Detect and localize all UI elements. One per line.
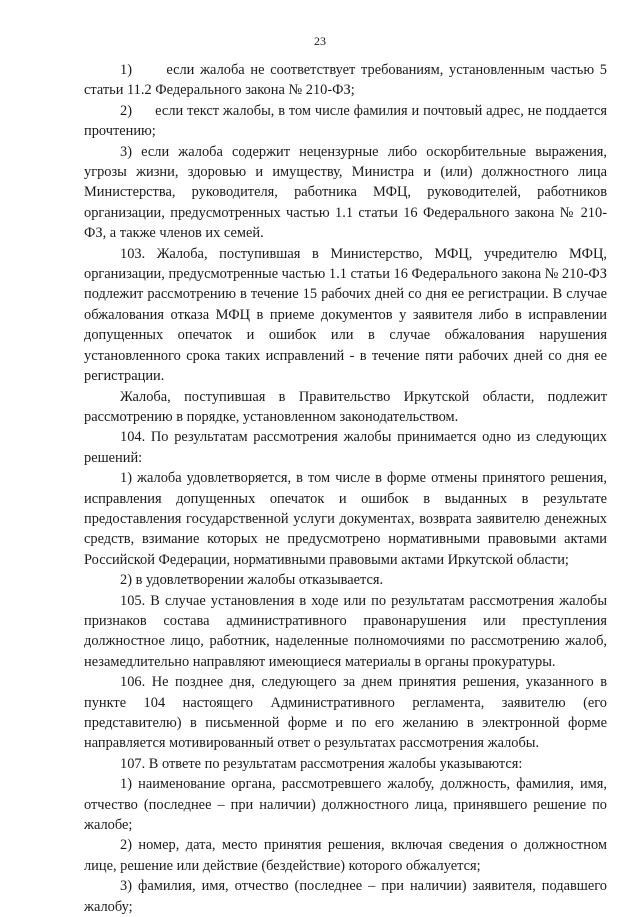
paragraph-106: 106. Не позднее дня, следующего за днем принятия решения, указанного в пункте 104 настоящего Административного регламента, заявителю (его представителю) в письменной форме и по его желанию в электронной форме направляется мотивированный ответ о результатах рассмотрения жалобы. <box>84 674 607 752</box>
paragraph-clause-1: 1) если жалоба не соответствует требованиям, установленным частью 5 статьи 11.2 Федерального закона № 210-ФЗ; <box>84 62 607 99</box>
paragraph-government-complaint: Жалоба, поступившая в Правительство Иркутской области, подлежит рассмотрению в порядке, установленном законодательством. <box>84 388 607 425</box>
paragraph-clause-3: 3) если жалоба содержит нецензурные либо оскорбительные выражения, угрозы жизни, здоровью и имуществу, Министра и (или) должностного лица Министерства, руководителя, работника МФЦ, руководителей, работников организации, предусмотренных частью 1.1 статьи 16 Федерального закона № 210-ФЗ, а также членов их семей. <box>84 143 607 242</box>
paragraph-104-item-2: 2) в удовлетворении жалобы отказывается. <box>120 572 384 589</box>
paragraph-104: 104. По результатам рассмотрения жалобы принимается одно из следующих решений: <box>84 429 607 466</box>
paragraph-104-item-1: 1) жалоба удовлетворяется, в том числе в форме отмены принятого решения, исправления допущенных опечаток и ошибок в выданных в результате предоставления государственной услуги документах, возврата заявителю денежных средств, взимание которых не предусмотрено нормативными правовыми актами Российской Федерации, нормативными правовыми актами Иркутской области; <box>84 470 607 568</box>
paragraph-103: 103. Жалоба, поступившая в Министерство, МФЦ, учредителю МФЦ, организации, предусмотренные частью 1.1 статьи 16 Федерального закона № 210-ФЗ подлежит рассмотрению в течение 15 рабочих дней со дня ее регистрации. В случае обжалования отказа МФЦ в приеме документов у заявителя либо в исправлении допущенных опечаток и ошибок или в случае обжалования нарушения установленного срока таких исправлений - в течение пяти рабочих дней со дня ее регистрации. <box>84 245 607 385</box>
document-body <box>84 60 607 917</box>
paragraph-107: 107. В ответе по результатам рассмотрения жалобы указываются: <box>120 755 523 772</box>
paragraph-clause-2: 2) если текст жалобы, в том числе фамилия и почтовый адрес, не поддается прочтению; <box>84 102 607 140</box>
paragraph-107-item-3: 3) фамилия, имя, отчество (последнее – при наличии) заявителя, подавшего жалобу; <box>84 878 607 915</box>
paragraph-107-item-2: 2) номер, дата, место принятия решения, включая сведения о должностном лице, решение или действие (бездействие) которого обжалуется; <box>84 837 607 874</box>
page-number: 23 <box>314 34 326 48</box>
paragraph-107-item-1: 1) наименование органа, рассмотревшего жалобу, должность, фамилия, имя, отчество (последнее – при наличии) должностного лица, принявшего решение по жалобе; <box>84 776 607 834</box>
paragraph-105: 105. В случае установления в ходе или по результатам рассмотрения жалобы признаков состава административного правонарушения или преступления должностное лицо, работник, наделенные полномочиями по рассмотрению жалоб, незамедлительно направляют имеющиеся материалы в органы прокуратуры. <box>84 592 607 670</box>
